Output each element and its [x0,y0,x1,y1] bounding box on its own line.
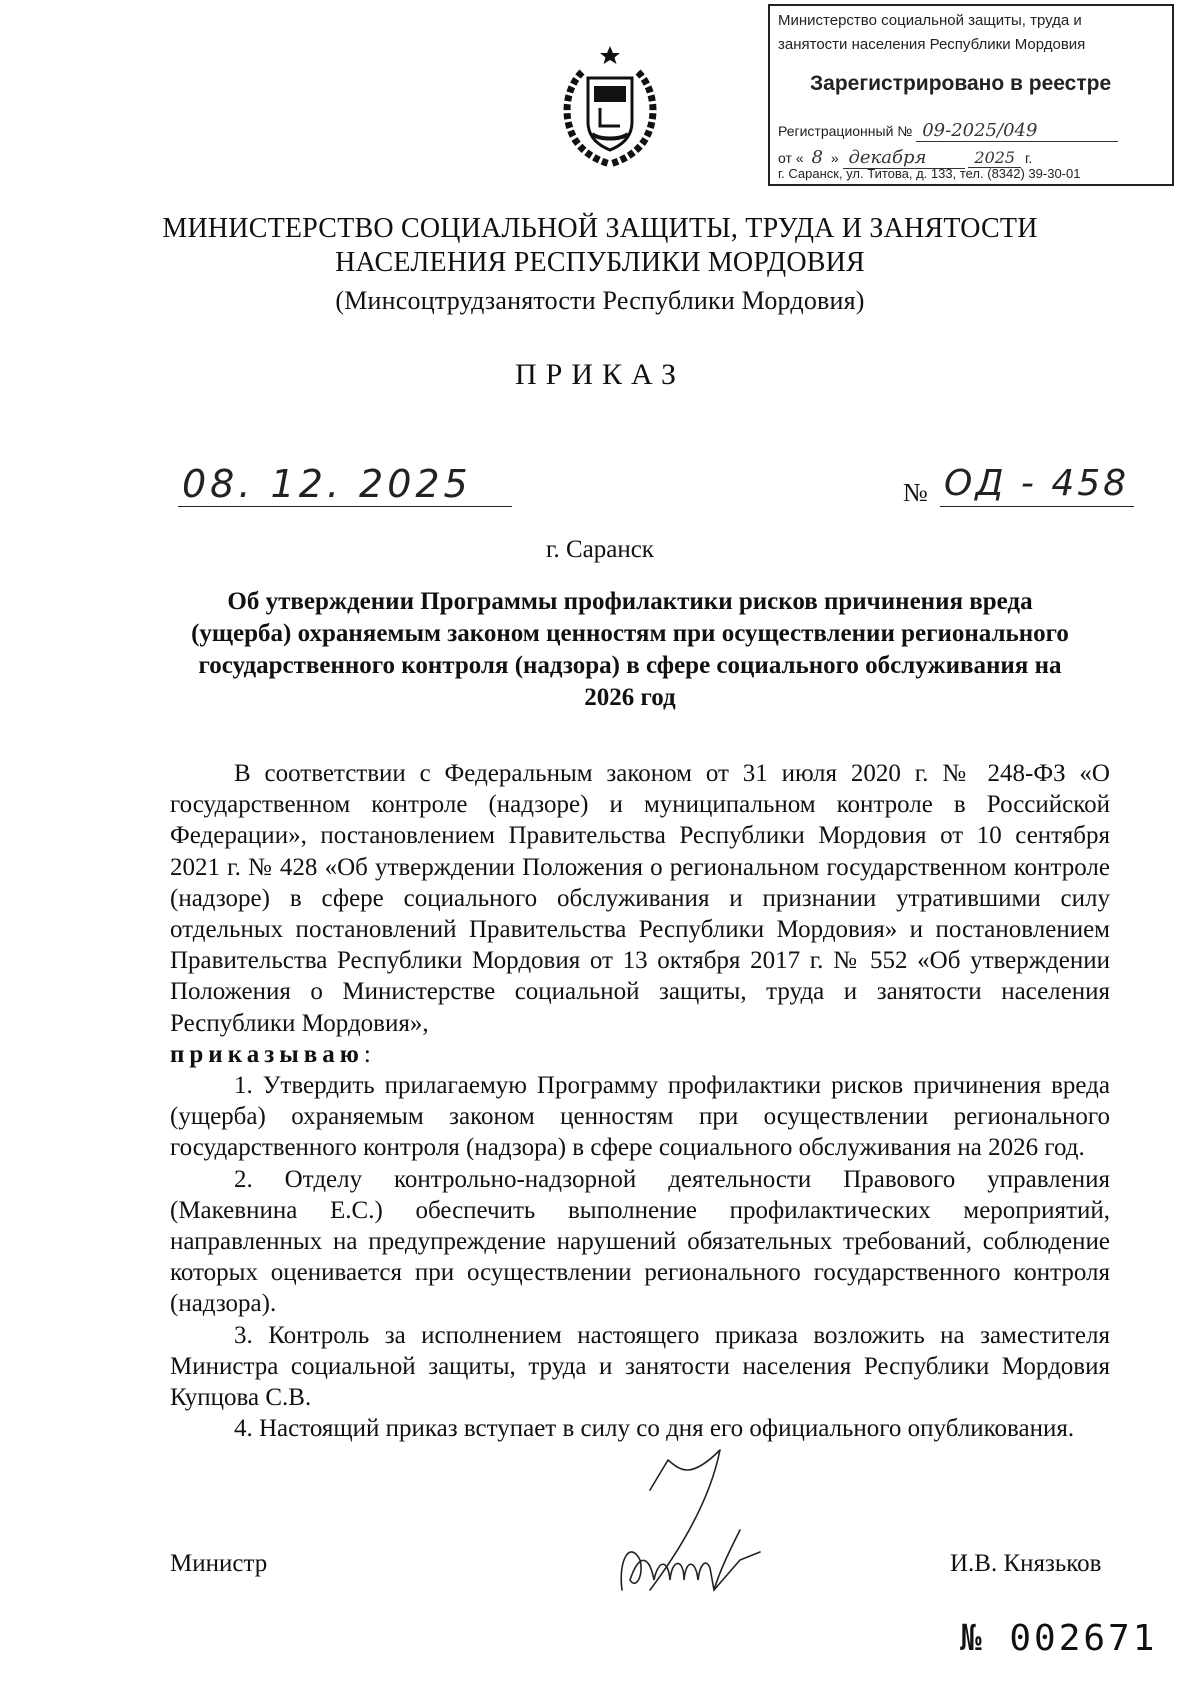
stamp-registration-number [778,120,1118,142]
order-number-label: № [903,478,928,507]
stamp-reg-label: Регистрационный № [778,123,913,139]
stamp-registered-title: Зарегистрировано в реестре [810,72,1112,95]
stamp-ministry-line2: занятости населения Республики Мордовия [778,36,1086,53]
stamp-ministry-line1: Министерство социальной защиты, труда и [778,12,1082,29]
ministry-short-name: (Минсоцтрудзанятости Республики Мордовия) [335,286,865,315]
order-number: ОД - 458 [940,462,1134,507]
ministry-name-line1: МИНИСТЕРСТВО СОЦИАЛЬНОЙ ЗАЩИТЫ, ТРУДА И ЗАНЯТОСТИ [162,213,1038,244]
stamp-reg-number-value: 09-2025/049 [916,120,1118,142]
document-serial-number: № 002671 [960,1618,1158,1659]
stamp-day-close: » [830,150,839,166]
stamp-year: 2025 [968,148,1021,168]
document-type-title: ПРИКАЗ [515,358,685,391]
stamp-address: г. Саранск, ул. Титова, д. 133, тел. (8342) 39-30-01 [778,166,1081,181]
order-item-4: 4. Настоящий приказ вступает в силу со дня его официального опубликования. [234,1415,1075,1443]
stamp-from-label: от « [778,150,804,166]
order-body [170,758,1110,1444]
order-item-1: 1. Утвердить прилагаемую Программу профилактики рисков причинения вреда (ущерба) охраняемым законом ценностям при осуществлении регионального государственного контроля (надзора) в сфере социального обслуживания на 2026 год. [170,1072,1110,1162]
order-date: 08. 12. 2025 [178,462,512,507]
stamp-year-suffix: г. [1025,150,1033,166]
preamble-paragraph: В соответствии с Федеральным законом от 31 июля 2020 г. № 248-ФЗ «О государственном контроле (надзоре) и муниципальном контроле в Российской Федерации», постановлением Правительства Республики Мордовия от 10 сентября 2021 г. № 428 «Об утверждении Положения о региональном государственном контроле (надзоре) в сфере социального обслуживания и признании утратившими силу отдельных постановлений Правительства Республики Мордовия» и постановлением Правительства Республики Мордовия от 13 октября 2017 г. № 552 «Об утверждении Положения о Министерстве социальной защиты, труда и занятости населения Республики Мордовия», [170,760,1110,1037]
order-item-3: 3. Контроль за исполнением настоящего приказа возложить на заместителя Министра социальной защиты, труда и занятости населения Республики Мордовия Купцова С.В. [170,1321,1110,1412]
ministry-name-line2: НАСЕЛЕНИЯ РЕСПУБЛИКИ МОРДОВИЯ [335,247,865,278]
stamp-day: 8 [811,147,823,168]
signer-name: И.В. Князьков [950,1550,1102,1577]
stamp-month: декабря [843,147,965,169]
order-word: приказываю [170,1040,364,1068]
signer-role: Министр [170,1550,268,1577]
order-subject: Об утверждении Программы профилактики рисков причинения вреда (ущерба) охраняемым законом ценностям при осуществлении регионального государственного контроля (надзора) в сфере социального обслуживания на 2026 год [191,588,1069,711]
registration-stamp [768,4,1174,186]
order-item-2: 2. Отделу контрольно-надзорной деятельности Правового управления (Макевнина Е.С.) обеспечить выполнение профилактических мероприятий, направленных на предупреждение нарушений обязательных требований, соблюдение которых оценивается при осуществлении регионального государственного контроля (надзора). [170,1165,1110,1318]
handwritten-signature [610,1440,780,1600]
order-directive [170,1039,1110,1070]
city: г. Саранск [546,536,654,563]
coat-of-arms-emblem [552,42,668,170]
order-colon: : [363,1040,371,1068]
